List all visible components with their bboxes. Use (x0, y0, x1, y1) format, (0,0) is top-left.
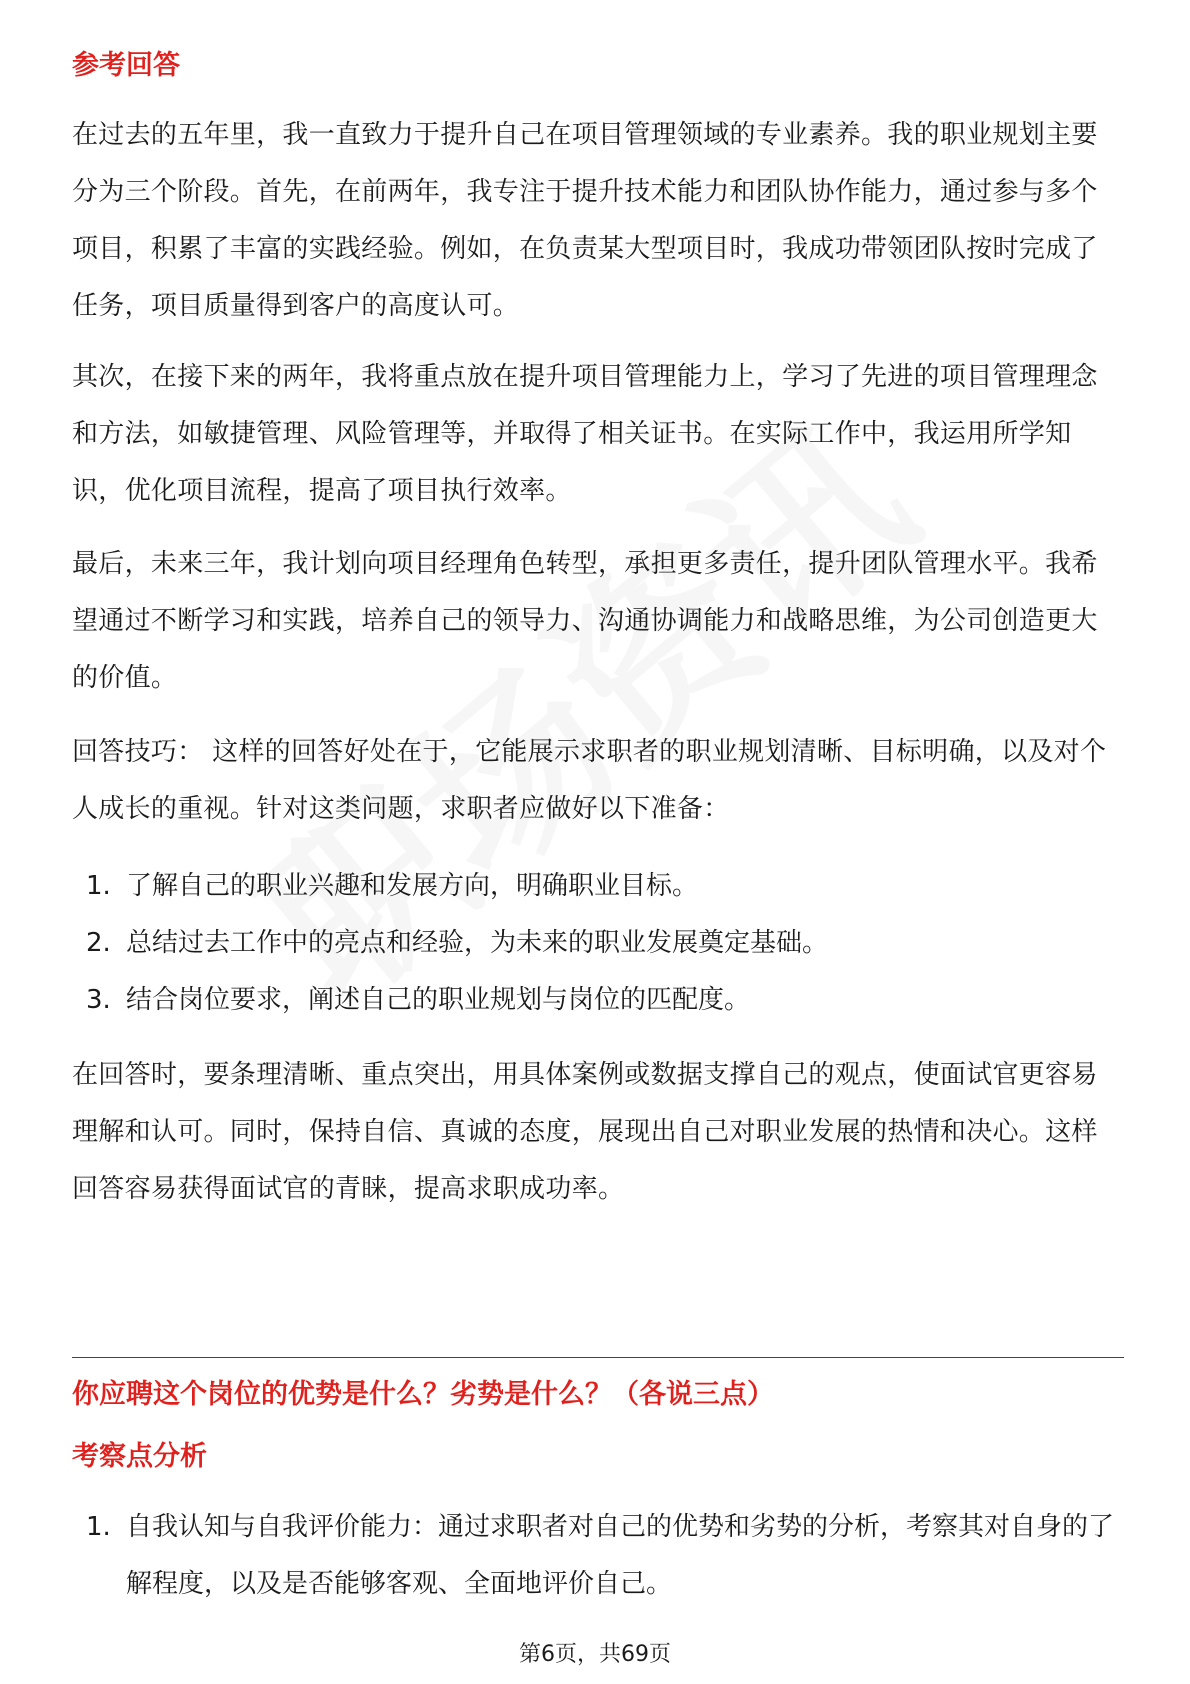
answer-heading: 参考回答 (72, 50, 180, 81)
page-number: 第6页，共69页 (519, 1642, 671, 1667)
closing-paragraph: 在回答时，要条理清晰、重点突出，用具体案例或数据支撑自己的观点，使面试官更容易理解和认可。同时，保持自信、真诚的态度，展现出自己对职业发展的热情和决心。这样回答容易获得面试官的青睐，提高求职成功率。 (72, 1060, 1098, 1204)
analysis-list (72, 1499, 1122, 1613)
answer-paragraph-3: 最后，未来三年，我计划向项目经理角色转型，承担更多责任，提升团队管理水平。我希望通过不断学习和实践，培养自己的领导力、沟通协调能力和战略思维，为公司创造更大的价值。 (72, 549, 1098, 693)
analysis-heading: 考察点分析 (72, 1441, 207, 1472)
list-item: 2. 总结过去工作中的亮点和经验，为未来的职业发展奠定基础。 (86, 928, 829, 958)
list-item: 1. 自我认知与自我评价能力：通过求职者对自己的优势和劣势的分析，考察其对自身的了解程度，以及是否能够客观、全面地评价自己。 (86, 1512, 1115, 1599)
list-item: 1. 了解自己的职业兴趣和发展方向，明确职业目标。 (86, 871, 699, 901)
list-item: 3. 结合岗位要求，阐述自己的职业规划与岗位的匹配度。 (86, 985, 751, 1015)
answer-paragraph-2: 其次，在接下来的两年，我将重点放在提升项目管理能力上，学习了先进的项目管理理念和方法，如敏捷管理、风险管理等，并取得了相关证书。在实际工作中，我运用所学知识，优化项目流程，提高了项目执行效率。 (72, 362, 1098, 506)
question-heading: 你应聘这个岗位的优势是什么？劣势是什么？（各说三点） (72, 1379, 774, 1410)
section-divider (72, 1357, 1124, 1358)
answer-paragraph-1: 在过去的五年里，我一直致力于提升自己在项目管理领域的专业素养。我的职业规划主要分为三个阶段。首先，在前两年，我专注于提升技术能力和团队协作能力，通过参与多个项目，积累了丰富的实践经验。例如，在负责某大型项目时，我成功带领团队按时完成了任务，项目质量得到客户的高度认可。 (72, 120, 1098, 321)
tips-intro: 回答技巧： 这样的回答好处在于，它能展示求职者的职业规划清晰、目标明确，以及对个人成长的重视。针对这类问题，求职者应做好以下准备： (72, 737, 1107, 824)
tips-list (72, 858, 1122, 1029)
